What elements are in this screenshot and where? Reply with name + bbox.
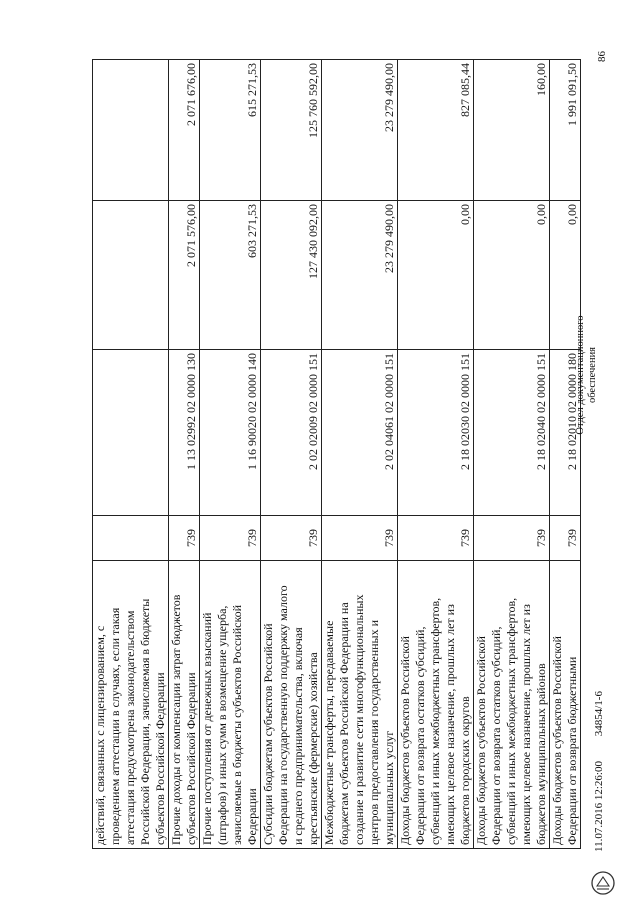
row-admin-code: 739 [322, 516, 398, 561]
row-admin-code: 739 [474, 516, 550, 561]
row-approved-amount: 0,00 [398, 201, 474, 350]
description-line: имеющих целевое назначение, прошлых лет из [443, 604, 457, 845]
table-row [200, 60, 261, 849]
footer-datetime: 11.07.2016 12:26:00 [593, 761, 605, 852]
description-line: аттестация предусмотрена законодательством [123, 610, 137, 845]
row-kbk-code: 1 13 02992 02 0000 130 [169, 350, 200, 516]
table-row [261, 60, 322, 849]
emblem-icon [590, 870, 616, 896]
description-line: Федерации от возврата остатков субсидий, [413, 626, 427, 845]
row-description [474, 561, 550, 849]
row-kbk-code: 2 18 02030 02 0000 151 [398, 350, 474, 516]
row-executed-amount: 125 760 592,00 [261, 60, 322, 201]
row-approved-amount: 603 271,53 [200, 201, 261, 350]
description-line: Федерации от возврата бюджетными [565, 656, 579, 845]
description-line: бюджетам субъектов Российской Федерации на [337, 602, 351, 845]
row-admin-code [93, 516, 169, 561]
description-line: Федерации на государственную поддержку малого [276, 585, 290, 845]
row-approved-amount: 0,00 [550, 201, 581, 350]
row-executed-amount: 23 279 490,00 [322, 60, 398, 201]
description-line: Доходы бюджетов субъектов Российской [474, 636, 488, 845]
description-line: центров предоставления государственных и [367, 619, 381, 845]
row-executed-amount [93, 60, 169, 201]
row-kbk-code [93, 350, 169, 516]
description-line: Субсидии бюджетам субъектов Российской [261, 623, 275, 845]
revenue-table [92, 59, 581, 849]
description-line: и среднего предпринимательства, включая [291, 627, 305, 845]
description-line: Федерации [245, 788, 259, 845]
description-line: крестьянские (фермерские) хозяйства [306, 652, 320, 845]
description-line: субъектов Российской Федерации [153, 672, 167, 845]
description-line: создание и развитие сети многофункциональных [352, 594, 366, 845]
row-description [200, 561, 261, 849]
row-approved-amount: 23 279 490,00 [322, 201, 398, 350]
rotated-table-block [92, 60, 579, 849]
row-executed-amount: 1 991 091,50 [550, 60, 581, 201]
row-kbk-code: 2 02 04061 02 0000 151 [322, 350, 398, 516]
row-description [398, 561, 474, 849]
description-line: муниципальных услуг [382, 730, 396, 845]
description-line: действий, связанных с лицензированием, с [93, 625, 107, 845]
description-line: Российской Федерации, зачисляемая в бюджеты [138, 598, 152, 845]
page-number: 86 [596, 51, 608, 62]
row-admin-code: 739 [550, 516, 581, 561]
row-kbk-code: 1 16 90020 02 0000 140 [200, 350, 261, 516]
row-admin-code: 739 [398, 516, 474, 561]
row-approved-amount: 0,00 [474, 201, 550, 350]
description-line: Межбюджетные трансферты, передаваемые [322, 620, 336, 845]
stamp-line-2: обеспечения [587, 346, 598, 404]
description-line: Федерации от возврата остатков субсидий, [489, 626, 503, 845]
description-line: субвенций и иных межбюджетных трансфертов, [428, 597, 442, 845]
row-admin-code: 739 [200, 516, 261, 561]
description-line: проведением аттестации в случаях, если такая [108, 607, 122, 845]
row-kbk-code: 2 18 02010 02 0000 180 [550, 350, 581, 516]
department-stamp [575, 310, 599, 440]
description-line: Доходы бюджетов субъектов Российской [398, 636, 412, 845]
footer [593, 691, 605, 852]
row-executed-amount: 827 085,44 [398, 60, 474, 201]
description-line: субъектов Российской Федерации [184, 672, 198, 845]
stamp-line-1: Отдел документационного [575, 315, 586, 435]
table-row [322, 60, 398, 849]
table-row [550, 60, 581, 849]
row-description [550, 561, 581, 849]
description-line: бюджетов городских округов [458, 696, 472, 845]
footer-doc-id: 34854/1-6 [593, 691, 605, 737]
description-line: Доходы бюджетов субъектов Российской [550, 636, 564, 845]
row-executed-amount: 615 271,53 [200, 60, 261, 201]
row-admin-code: 739 [261, 516, 322, 561]
row-description [169, 561, 200, 849]
description-line: (штрафов) и иных сумм в возмещение ущерба, [215, 605, 229, 845]
table-row [93, 60, 169, 849]
row-executed-amount: 2 071 676,00 [169, 60, 200, 201]
row-approved-amount [93, 201, 169, 350]
row-admin-code: 739 [169, 516, 200, 561]
table-body [93, 60, 581, 849]
row-executed-amount: 160,00 [474, 60, 550, 201]
description-line: имеющих целевое назначение, прошлых лет из [519, 604, 533, 845]
row-description [93, 561, 169, 849]
description-line: зачисляемые в бюджеты субъектов Российской [230, 604, 244, 845]
row-kbk-code: 2 02 02009 02 0000 151 [261, 350, 322, 516]
description-line: субвенций и иных межбюджетных трансфертов, [504, 597, 518, 845]
row-kbk-code: 2 18 02040 02 0000 151 [474, 350, 550, 516]
row-description [261, 561, 322, 849]
row-approved-amount: 2 071 576,00 [169, 201, 200, 350]
table-row [474, 60, 550, 849]
description-line: Прочие поступления от денежных взысканий [200, 612, 214, 845]
description-line: Прочие доходы от компенсации затрат бюджетов [169, 594, 183, 845]
row-description [322, 561, 398, 849]
row-approved-amount: 127 430 092,00 [261, 201, 322, 350]
description-line: бюджетов муниципальных районов [534, 663, 548, 845]
table-row [398, 60, 474, 849]
table-row [169, 60, 200, 849]
